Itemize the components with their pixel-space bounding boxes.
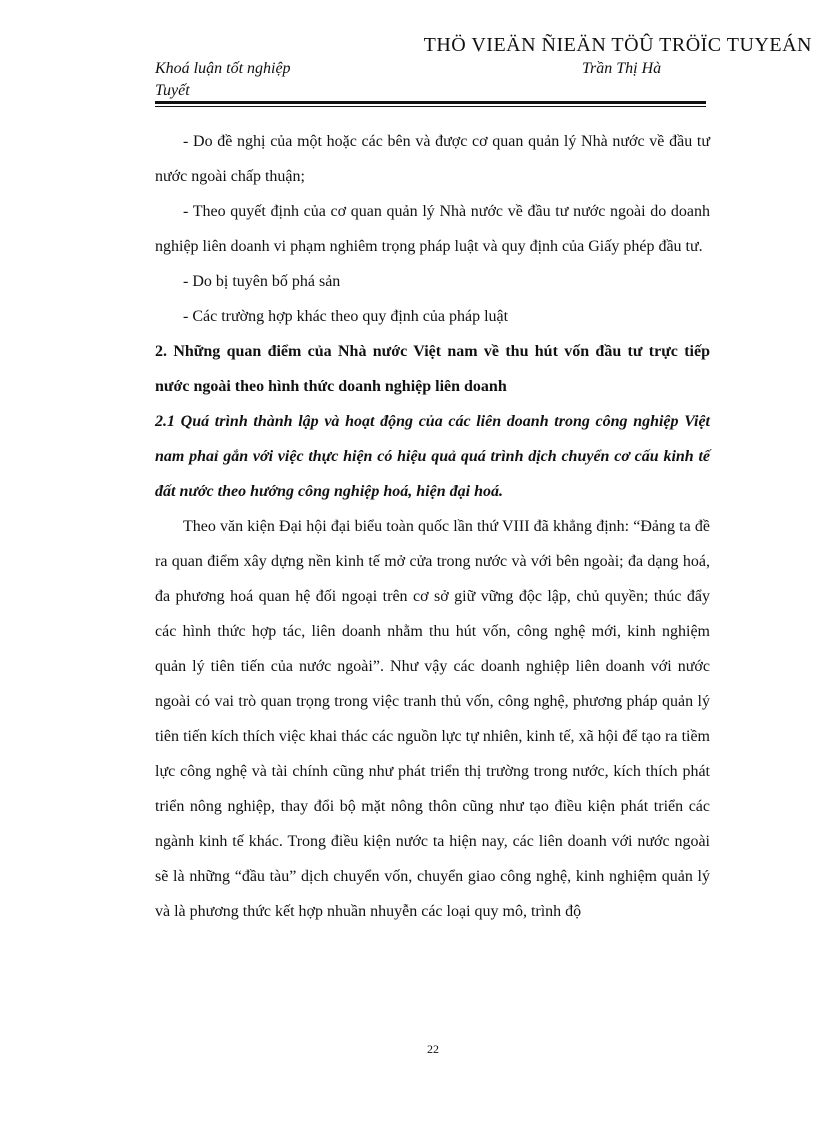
header-rule-thick <box>155 101 706 104</box>
watermark-text: THÖ VIEÄN ÑIEÄN TÖÛ TRÖÏC TUYEÁN <box>423 34 812 56</box>
header-thesis-label: Khoá luận tốt nghiệp <box>155 60 291 77</box>
paragraph-bullet-2: - Theo quyết định của cơ quan quản lý Nhà nước về đầu tư nước ngoài do doanh nghiệp liên doanh vi phạm nghiêm trọng pháp luật và quy định của Giấy phép đầu tư. <box>155 203 710 255</box>
paragraph-bullet-4: - Các trường hợp khác theo quy định của pháp luật <box>183 308 509 325</box>
paragraph-bullet-3: - Do bị tuyên bố phá sản <box>183 273 341 290</box>
running-header-left <box>155 58 291 102</box>
paragraph-bullet-1: - Do đề nghị của một hoặc các bên và được cơ quan quản lý Nhà nước về đầu tư nước ngoài chấp thuận; <box>155 133 710 185</box>
header-author-surname: Tuyết <box>155 82 190 99</box>
body-paragraph: Theo văn kiện Đại hội đại biểu toàn quốc lần thứ VIII đã khẳng định: “Đảng ta đề ra quan điểm xây dựng nền kinh tế mở cửa trong nước và với bên ngoài; đa dạng hoá, đa phương hoá quan hệ đối ngoại trên cơ sở giữ vững độc lập, chủ quyền; thúc đẩy các hình thức hợp tác, liên doanh nhằm thu hút vốn, công nghệ mới, kinh nghiệm quản lý tiên tiến của nước ngoài”. Như vậy các doanh nghiệp liên doanh với nước ngoài có vai trò quan trọng trong việc tranh thủ vốn, công nghệ, phương pháp quản lý tiên tiến kích thích việc khai thác các nguồn lực tự nhiên, kinh tế, xã hội để tạo ra tiềm lực công nghệ và tài chính cũng như phát triển thị trường trong nước, kích thích phát triển nông nghiệp, thay đổi bộ mặt nông thôn cũng như tạo điều kiện phát triển các ngành kinh tế khác. Trong điều kiện nước ta hiện nay, các liên doanh với nước ngoài sẽ là những “đầu tàu” dịch chuyển vốn, chuyển giao công nghệ, kinh nghiệm quản lý và là phương thức kết hợp nhuần nhuyễn các loại quy mô, trình độ <box>155 518 710 920</box>
header-author-name: Trần Thị Hà <box>582 60 662 77</box>
section-heading-2-1: 2.1 Quá trình thành lập và hoạt động của các liên doanh trong công nghiệp Việt nam phaỉ gắn với việc thực hiện có hiệu quả quá trình dịch chuyển cơ cấu kinh tế đất nước theo hướng công nghiệp hoá, hiện đại hoá. <box>155 413 710 500</box>
page-content <box>155 124 710 929</box>
section-heading-2: 2. Những quan điểm của Nhà nước Việt nam về thu hút vốn đầu tư trực tiếp nước ngoài theo hình thức doanh nghiệp liên doanh <box>155 343 710 395</box>
header-rule-thin <box>155 106 706 107</box>
page-number: 22 <box>427 1042 439 1056</box>
